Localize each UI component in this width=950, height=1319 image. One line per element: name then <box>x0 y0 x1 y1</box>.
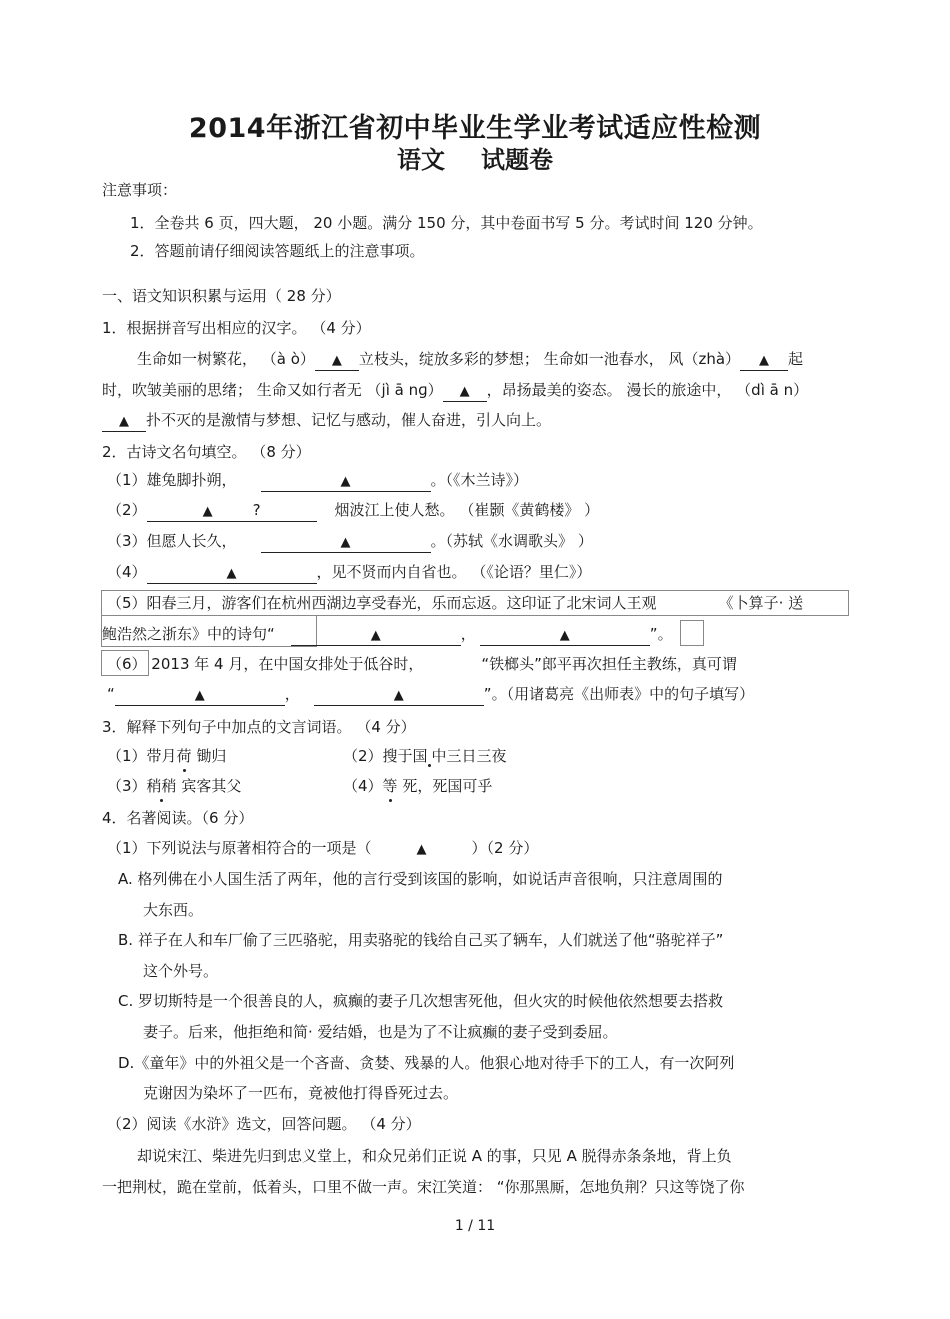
q3-dotted-word: 稍稍 <box>146 777 177 795</box>
blank-marker-icon: ▲ <box>459 384 470 399</box>
question-1-stem: 1．根据拼音写出相应的汉字。 （4 分） <box>102 319 371 337</box>
q3-dotted-word: 等 <box>382 777 398 795</box>
page-number: 1 / 11 <box>454 1218 496 1234</box>
question-1-line-3 <box>102 410 551 432</box>
q2-text: ， <box>460 625 476 643</box>
q2-text: ，见不贤而内自省也。 （《论语？里仁》） <box>316 563 592 581</box>
q3-text: （1）带月 <box>107 747 177 765</box>
q2-text: （4） <box>107 563 147 581</box>
option-c-cont: 妻子。后来，他拒绝和简· 爱结婚，也是为了不让疯癫的妻子受到委屈。 <box>143 1023 618 1041</box>
q2-blank-1[interactable] <box>261 471 431 492</box>
blank-marker-icon: ▲ <box>759 353 770 368</box>
q1-text: 时，吹皱美丽的思绪； 生命又如行者无 （jì ā nɡ） <box>102 381 443 399</box>
q2-item-1 <box>107 470 528 492</box>
q2-blank-4[interactable] <box>147 563 317 584</box>
q3-text: 宾客其父 <box>176 777 242 795</box>
option-b: B. 祥子在人和车厂偷了三匹骆驼，用卖骆驼的钱给自己买了辆车，人们就送了他“骆驼祥子” <box>118 931 724 949</box>
q3-dotted-word: 荷 <box>176 747 192 765</box>
reading-passage-line-2: 一把荆杖，跪在堂前，低着头，口里不做一声。宋江笑道： “你那黑厮，怎地负荆？只这等饶了你 <box>102 1178 745 1196</box>
q2-text: ”。 <box>649 625 673 643</box>
q2-text: 《卜算子· 送 <box>718 594 804 612</box>
option-d-cont: 克谢因为染坏了一匹布，竟被他打得昏死过去。 <box>143 1084 459 1102</box>
q2-item-3 <box>107 531 593 553</box>
q2-blank-6b[interactable] <box>314 685 484 706</box>
q2-blank-2[interactable] <box>147 501 317 522</box>
q2-item-6 <box>107 654 737 674</box>
q3-item-3 <box>107 776 241 796</box>
q2-blank-3[interactable] <box>261 532 431 553</box>
option-a: A. 格列佛在小人国生活了两年，他的言行受到该国的影响，如说话声音很响，只注意周围的 <box>118 870 723 888</box>
question-1-line-2 <box>102 380 808 402</box>
q2-text: （5）阳春三月，游客们在杭州西湖边享受春光，乐而忘返。这印证了北宋词人王观 <box>107 594 657 612</box>
blank-marker-icon: ▲ <box>331 353 342 368</box>
q3-text: （4） <box>343 777 383 795</box>
q1-text: 扑不灭的是激情与梦想、记忆与感动，催人奋进，引人向上。 <box>146 411 552 429</box>
blank-marker-icon: ▲ <box>119 414 129 429</box>
blank-marker-icon: ▲ <box>226 566 237 581</box>
q2-item-5 <box>107 593 803 613</box>
q2-text: “铁榔头”郎平再次担任主教练，真可谓 <box>481 655 737 673</box>
q4-part-2: （2）阅读《水浒》选文，回答问题。 （4 分） <box>107 1115 421 1133</box>
q2-text: （3）但愿人长久， <box>107 532 237 550</box>
q2-text: ”。（用诸葛亮《出师表》中的句子填写） <box>483 685 755 703</box>
q3-item-1 <box>107 746 226 766</box>
q3-text: 死，死国可乎 <box>397 777 493 795</box>
blank-marker-icon: ▲ <box>340 474 351 489</box>
blank-marker-icon: ▲ <box>559 628 570 643</box>
blank-marker-icon: ▲ <box>416 842 427 857</box>
q2-item-6-cont <box>107 684 754 706</box>
q1-blank-1[interactable] <box>315 350 359 371</box>
question-2-stem: 2．古诗文名句填空。 （8 分） <box>102 443 311 461</box>
q2-text: （1）雄兔脚扑朔， <box>107 471 237 489</box>
blank-marker-icon: ▲ <box>393 688 404 703</box>
notice-item-1: 1．全卷共 6 页，四大题， 20 小题。满分 150 分，其中卷面书写 5 分。考试时间 120 分钟。 <box>130 214 763 232</box>
q3-item-4 <box>343 776 492 796</box>
q4-text: ）（2 分） <box>471 839 539 857</box>
q2-text: 烟波江上使人愁。 （崔颢《黄鹤楼》 ） <box>334 501 600 519</box>
q1-blank-3[interactable] <box>443 381 487 402</box>
q2-item-5-cont <box>102 624 673 646</box>
q4-text: （1）下列说法与原著相符合的一项是（ <box>107 839 372 857</box>
q3-text: （2）搜于国 <box>343 747 428 765</box>
text-box-frame <box>680 620 704 646</box>
question-1-line-1 <box>137 349 803 371</box>
q3-text: （3） <box>107 777 147 795</box>
blank-marker-icon: ▲ <box>370 628 381 643</box>
subject-label: 语文 <box>397 146 445 174</box>
exam-subtitle <box>0 140 950 175</box>
option-c: C. 罗切斯特是一个很善良的人，疯癫的妻子几次想害死他，但火灾的时候他依然想要去搭救 <box>118 992 724 1010</box>
blank-marker-icon: ▲ <box>340 535 351 550</box>
notice-label: 注意事项： <box>102 181 178 199</box>
q2-text: ， <box>284 685 300 703</box>
exam-title: 2014年浙江省初中毕业生学业考试适应性检测 <box>188 113 762 144</box>
q3-text: 中三日三夜 <box>431 747 507 765</box>
q2-blank-5b[interactable] <box>480 625 650 646</box>
q2-text: ? <box>252 501 261 519</box>
q2-text: 。（《木兰诗》） <box>430 471 529 489</box>
blank-marker-icon: ▲ <box>194 688 205 703</box>
q2-item-4 <box>107 562 591 584</box>
q4-answer-slot[interactable] <box>372 838 472 860</box>
q3-item-2 <box>343 746 507 766</box>
question-3-stem: 3．解释下列句子中加点的文言词语。 （4 分） <box>102 718 416 736</box>
paper-label: 试题卷 <box>481 146 553 174</box>
option-a-cont: 大东西。 <box>143 901 204 919</box>
q1-text: 起 <box>788 350 804 368</box>
option-b-cont: 这个外号。 <box>143 962 219 980</box>
q2-blank-6a[interactable] <box>115 685 285 706</box>
q3-text: 锄归 <box>191 747 227 765</box>
q1-blank-4[interactable] <box>102 411 146 432</box>
q1-text: 生命如一树繁花， （à ò） <box>137 350 315 368</box>
blank-marker-icon: ▲ <box>202 504 213 519</box>
q2-text: （2） <box>107 501 147 519</box>
q1-blank-2[interactable] <box>740 350 788 371</box>
q2-text: “ <box>107 685 115 703</box>
q2-text: 鲍浩然之浙东》中的诗句“ <box>102 625 275 643</box>
q2-item-2 <box>107 500 599 522</box>
q2-text: 。（苏轼《水调歌头》 ） <box>430 532 593 550</box>
q2-blank-5a[interactable] <box>291 625 461 646</box>
reading-passage-line-1: 却说宋江、柴进先归到忠义堂上，和众兄弟们正说 A 的事，只见 A 脱得赤条条地，背上负 <box>137 1147 732 1165</box>
question-4-stem: 4．名著阅读。（6 分） <box>102 809 254 827</box>
option-d: D.《童年》中的外祖父是一个吝啬、贪婪、残暴的人。他狠心地对待手下的工人，有一次阿列 <box>118 1054 735 1072</box>
q1-text: 立枝头，绽放多彩的梦想； 生命如一池春水， 风（zhà） <box>358 350 741 368</box>
q4-part-1 <box>107 838 538 860</box>
q2-text: （6） 2013 年 4 月，在中国女排处于低谷时， <box>107 655 424 673</box>
q1-text: ，昂扬最美的姿态。 漫长的旅途中， （dì ā n） <box>486 381 809 399</box>
section-heading: 一、语文知识积累与运用（ 28 分） <box>102 287 341 305</box>
notice-item-2: 2．答题前请仔细阅读答题纸上的注意事项。 <box>130 242 425 260</box>
